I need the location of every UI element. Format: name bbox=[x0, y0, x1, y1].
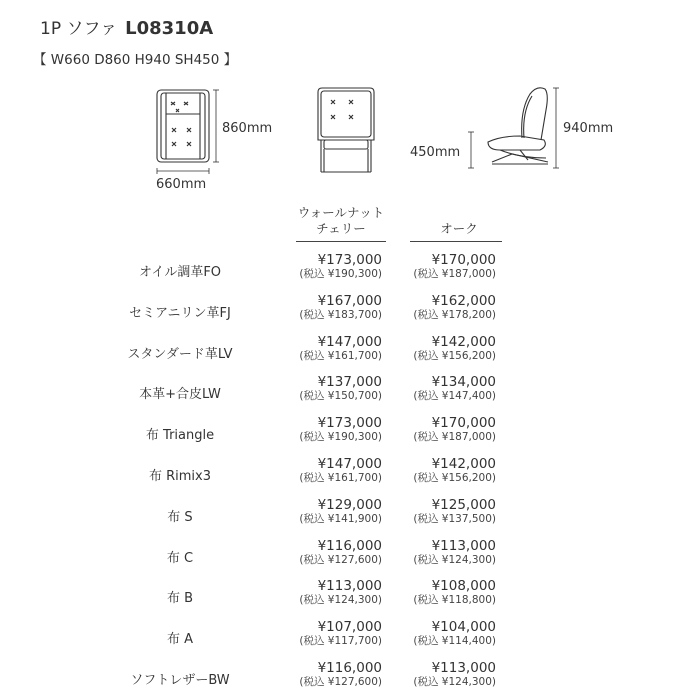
price-value: ¥116,000 bbox=[317, 660, 382, 676]
material-label: 布 C bbox=[166, 551, 194, 566]
material-label: 布 B bbox=[166, 591, 194, 606]
depth-label: 860mm bbox=[222, 121, 273, 136]
dimensions-summary: 【 W660 D860 H940 SH450 】 bbox=[33, 52, 238, 68]
column-header-line-1: ウォールナット bbox=[297, 205, 385, 220]
price-value: ¥107,000 bbox=[317, 619, 382, 635]
price-cell bbox=[386, 578, 496, 607]
price-cell bbox=[386, 619, 496, 648]
tax-included-price: (税込 ¥141,900) bbox=[299, 513, 382, 525]
price-value: ¥113,000 bbox=[431, 538, 496, 554]
material-label: ソフトレザーBW bbox=[130, 673, 230, 688]
price-cell bbox=[386, 538, 496, 567]
side-view-drawing bbox=[468, 88, 559, 168]
price-value: ¥167,000 bbox=[317, 293, 382, 309]
tax-included-price: (税込 ¥124,300) bbox=[299, 594, 382, 606]
price-cell bbox=[386, 456, 496, 485]
column-header-underline bbox=[296, 241, 386, 242]
tax-included-price: (税込 ¥156,200) bbox=[413, 350, 496, 362]
tax-included-price: (税込 ¥156,200) bbox=[413, 472, 496, 484]
column-header-line-2: チェリー bbox=[316, 221, 366, 236]
price-cell bbox=[272, 619, 382, 648]
price-cell bbox=[386, 497, 496, 526]
price-cell bbox=[272, 538, 382, 567]
tax-included-price: (税込 ¥178,200) bbox=[413, 309, 496, 321]
tax-included-price: (税込 ¥127,600) bbox=[299, 554, 382, 566]
price-value: ¥137,000 bbox=[317, 374, 382, 390]
material-label: 布 S bbox=[167, 510, 193, 525]
price-cell bbox=[272, 293, 382, 322]
tax-included-price: (税込 ¥187,000) bbox=[413, 431, 496, 443]
price-value: ¥125,000 bbox=[431, 497, 496, 513]
model-number: L08310A bbox=[125, 18, 214, 39]
tax-included-price: (税込 ¥161,700) bbox=[299, 472, 382, 484]
price-cell bbox=[272, 497, 382, 526]
tax-included-price: (税込 ¥127,600) bbox=[299, 676, 382, 688]
price-cell bbox=[272, 660, 382, 689]
top-view-drawing bbox=[157, 90, 219, 174]
price-value: ¥134,000 bbox=[431, 374, 496, 390]
price-value: ¥113,000 bbox=[317, 578, 382, 594]
price-value: ¥142,000 bbox=[431, 456, 496, 472]
material-label: スタンダード革LV bbox=[127, 347, 233, 362]
price-cell bbox=[386, 374, 496, 403]
price-value: ¥147,000 bbox=[317, 456, 382, 472]
price-cell bbox=[386, 252, 496, 281]
price-cell bbox=[272, 578, 382, 607]
price-value: ¥104,000 bbox=[431, 619, 496, 635]
tax-included-price: (税込 ¥124,300) bbox=[413, 554, 496, 566]
sofa-drawings bbox=[0, 80, 700, 200]
price-value: ¥162,000 bbox=[431, 293, 496, 309]
tax-included-price: (税込 ¥147,400) bbox=[413, 390, 496, 402]
price-cell bbox=[272, 456, 382, 485]
price-value: ¥173,000 bbox=[317, 252, 382, 268]
price-value: ¥108,000 bbox=[431, 578, 496, 594]
material-label: オイル調革FO bbox=[138, 265, 222, 280]
price-value: ¥147,000 bbox=[317, 334, 382, 350]
tax-included-price: (税込 ¥190,300) bbox=[299, 268, 382, 280]
material-label: セミアニリン革FJ bbox=[129, 306, 231, 321]
price-value: ¥142,000 bbox=[431, 334, 496, 350]
price-cell bbox=[386, 334, 496, 363]
tax-included-price: (税込 ¥161,700) bbox=[299, 350, 382, 362]
price-cell bbox=[386, 660, 496, 689]
price-cell bbox=[272, 374, 382, 403]
tax-included-price: (税込 ¥150,700) bbox=[299, 390, 382, 402]
material-label: 布 Rimix3 bbox=[148, 469, 212, 484]
price-value: ¥170,000 bbox=[431, 252, 496, 268]
material-label: 布 A bbox=[166, 632, 194, 647]
price-value: ¥113,000 bbox=[431, 660, 496, 676]
price-value: ¥173,000 bbox=[317, 415, 382, 431]
price-cell bbox=[272, 334, 382, 363]
page-title bbox=[40, 14, 213, 39]
price-value: ¥116,000 bbox=[317, 538, 382, 554]
price-cell bbox=[386, 293, 496, 322]
tax-included-price: (税込 ¥117,700) bbox=[299, 635, 382, 647]
price-value: ¥170,000 bbox=[431, 415, 496, 431]
tax-included-price: (税込 ¥114,400) bbox=[413, 635, 496, 647]
price-cell bbox=[272, 415, 382, 444]
price-value: ¥129,000 bbox=[317, 497, 382, 513]
material-label: 本革+合皮LW bbox=[139, 387, 221, 402]
seat-height-label: 450mm bbox=[410, 145, 461, 160]
price-cell bbox=[386, 415, 496, 444]
front-view-drawing bbox=[318, 88, 374, 172]
width-label: 660mm bbox=[156, 177, 207, 192]
column-header-underline bbox=[410, 241, 502, 242]
tax-included-price: (税込 ¥187,000) bbox=[413, 268, 496, 280]
price-cell bbox=[272, 252, 382, 281]
column-header-walnut-cherry bbox=[286, 205, 396, 237]
tax-included-price: (税込 ¥190,300) bbox=[299, 431, 382, 443]
height-label: 940mm bbox=[563, 121, 614, 136]
material-label: 布 Triangle bbox=[145, 428, 215, 443]
tax-included-price: (税込 ¥137,500) bbox=[413, 513, 496, 525]
column-header-oak: オーク bbox=[440, 221, 478, 236]
tax-included-price: (税込 ¥183,700) bbox=[299, 309, 382, 321]
product-name: 1P ソファ bbox=[40, 19, 118, 39]
tax-included-price: (税込 ¥124,300) bbox=[413, 676, 496, 688]
tax-included-price: (税込 ¥118,800) bbox=[413, 594, 496, 606]
